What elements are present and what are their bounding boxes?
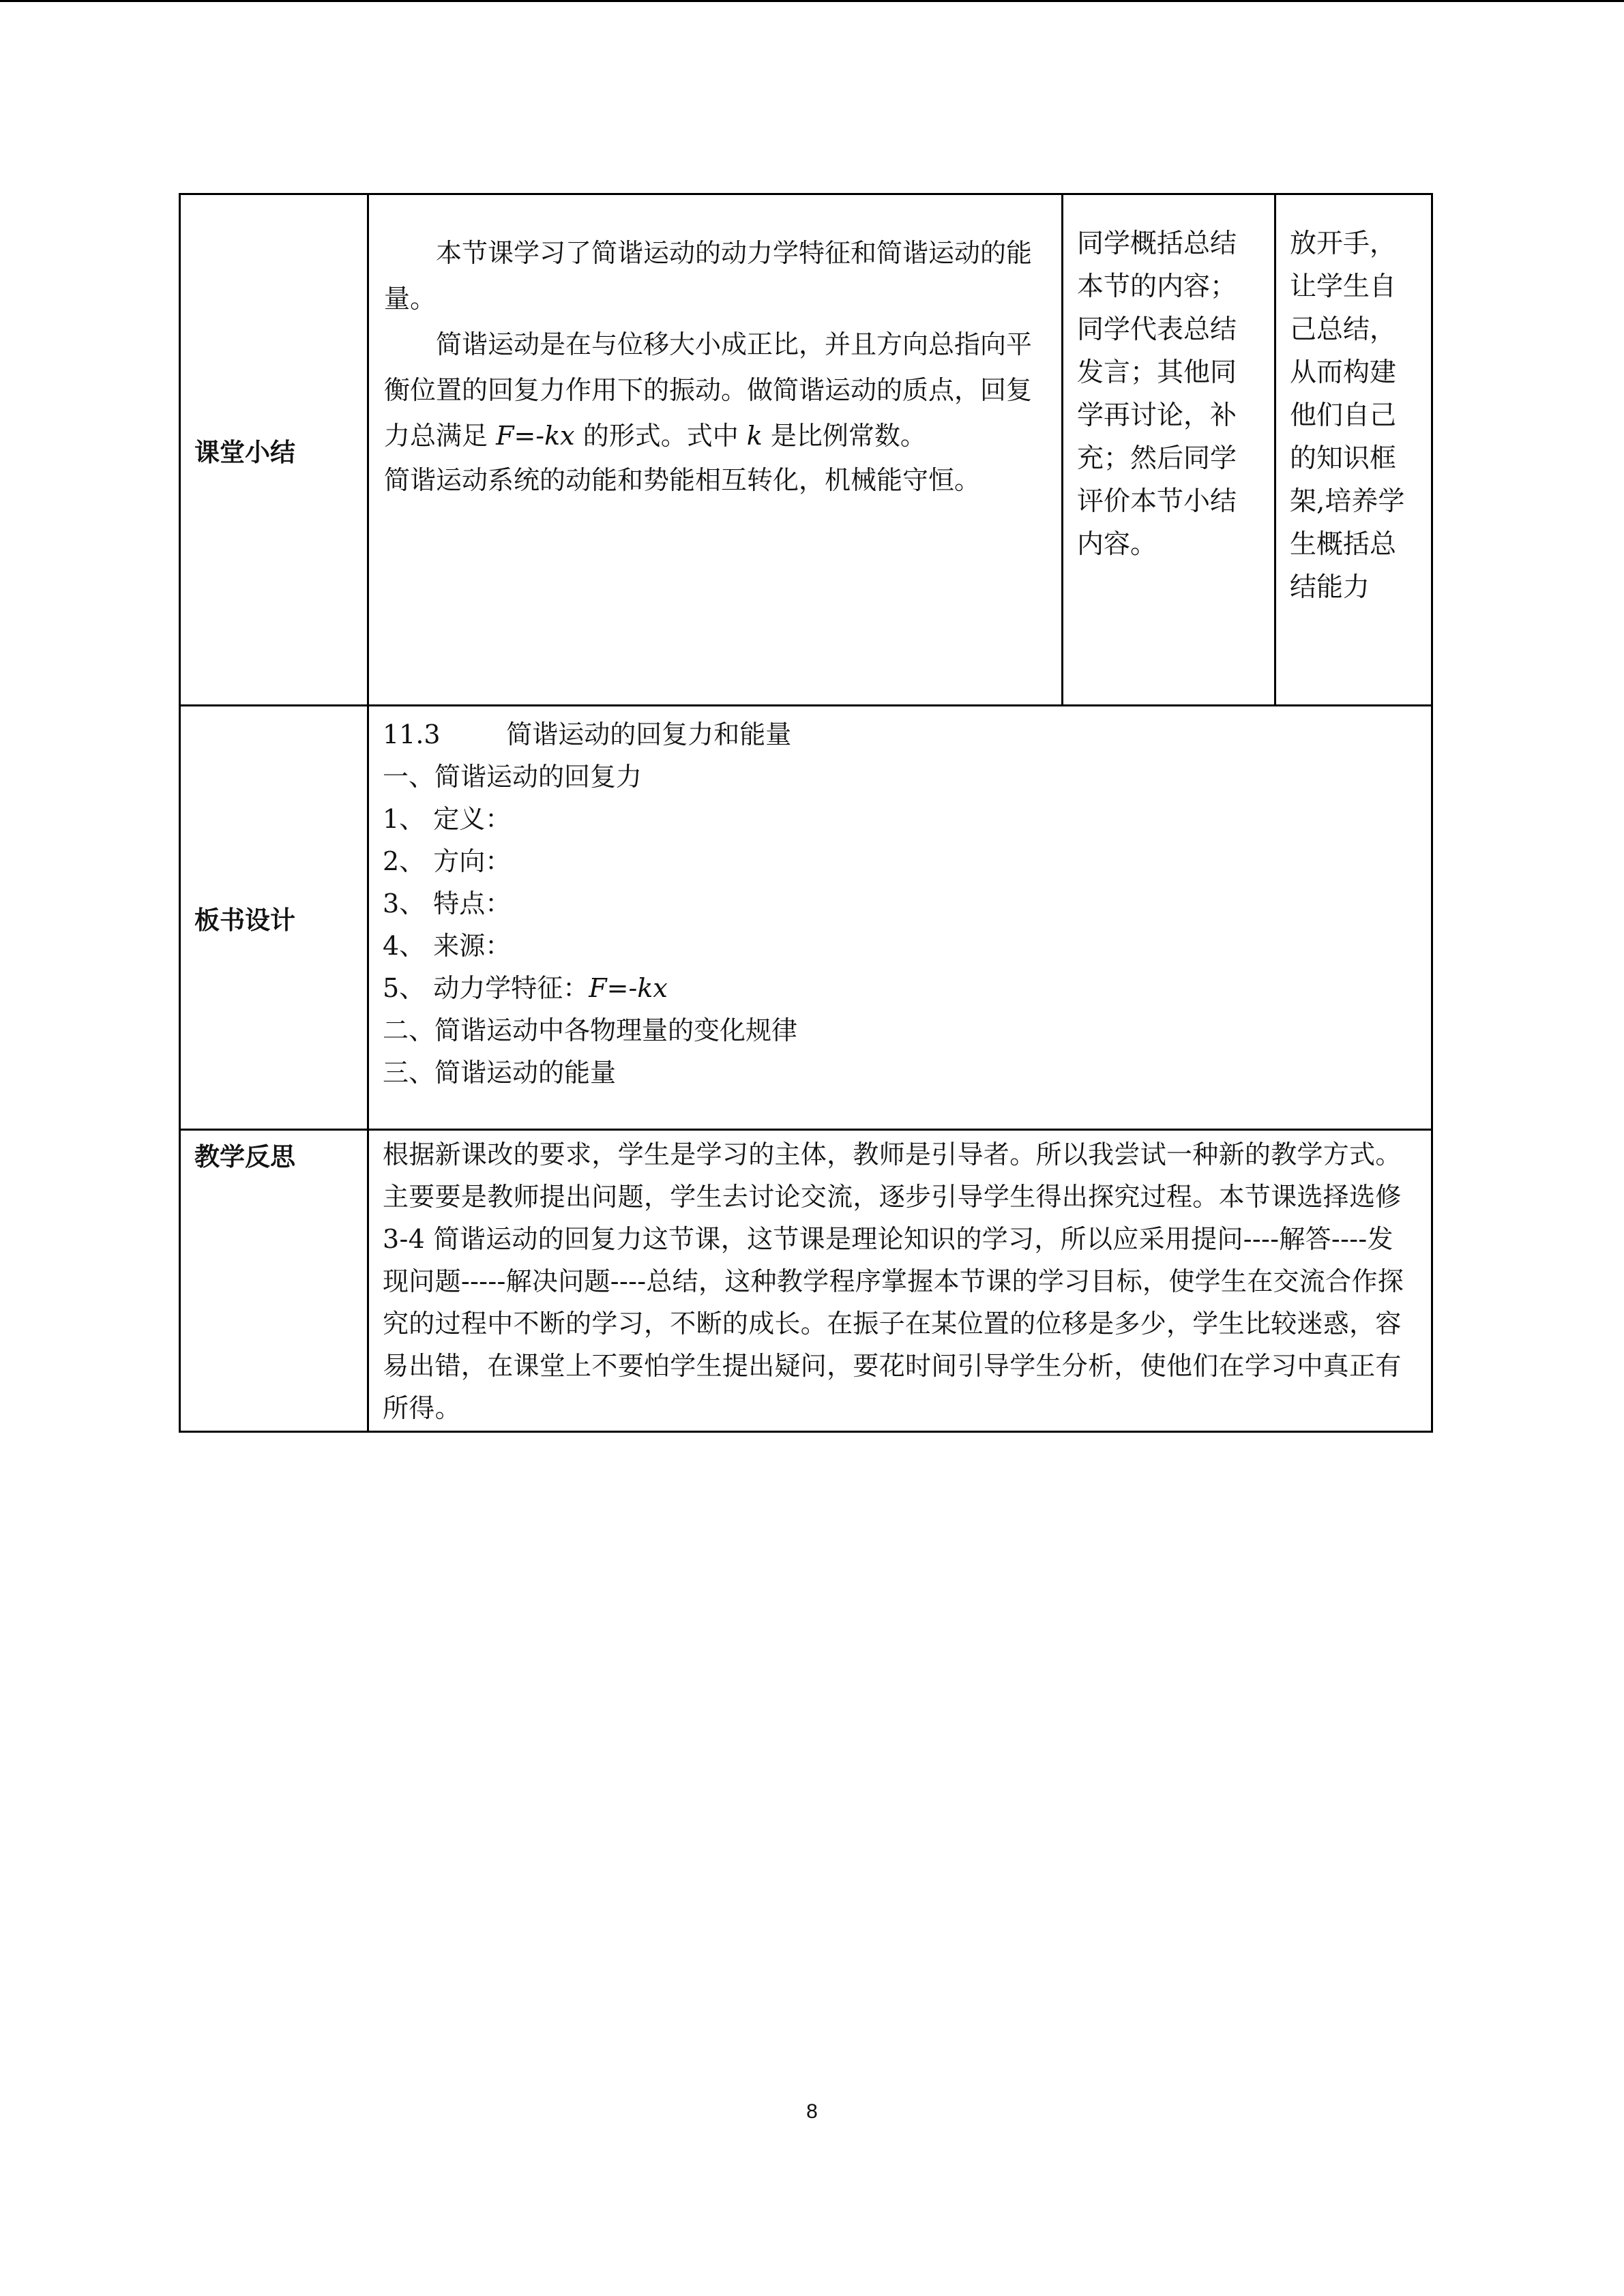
student-activity: 同学概括总结本节的内容；同学代表总结发言；其他同学再讨论，补充；然后同学评价本节小结内容。 (1063, 194, 1275, 706)
board-row (180, 706, 1432, 1130)
summary-paragraph-3: 简谐运动系统的动能和势能相互转化，机械能守恒。 (384, 465, 981, 495)
reflection-label: 教学反思 (180, 1130, 368, 1432)
board-line: 3、 特点： (383, 889, 512, 919)
summary-content (368, 194, 1063, 706)
board-line: 5、 动力学特征：F=-kx (383, 973, 668, 1003)
reflection-row (180, 1130, 1432, 1432)
lesson-plan-table (179, 193, 1433, 1433)
summary-paragraph-1: 本节课学习了简谐运动的动力学特征和简谐运动的能量。 (384, 238, 1033, 314)
board-line: 1、 定义： (383, 804, 512, 834)
summary-row (180, 194, 1432, 706)
summary-formula: F=-kx (496, 421, 575, 451)
summary-paragraph-2: 简谐运动是在与位移大小成正比，并且方向总指向平衡位置的回复力作用下的振动。做简谐运动的质点，回复力总满足 F=-kx 的形式。式中 k 是比例常数。 (384, 329, 1033, 451)
board-line: 二、简谐运动中各物理量的变化规律 (383, 1015, 798, 1045)
summary-k: k (746, 421, 763, 451)
reflection-content: 根据新课改的要求，学生是学习的主体，教师是引导者。所以我尝试一种新的教学方式。主要要是教师提出问题，学生去讨论交流，逐步引导学生得出探究过程。本节课选择选修 3-4 简谐运动的回复力这节课，这节课是理论知识的学习，所以应采用提问----解答----发现问题-----解决问题----总结，这种教学程序掌握本节课的学习目标，使学生在交流合作探究的过程中不断的学习，不断的成长。在振子在某位置的位移是多少，学生比较迷惑，容易出错，在课堂上不要怕学生提出疑问，要花时间引导学生分析，使他们在学习中真正有所得。 (368, 1130, 1432, 1432)
top-border-line (0, 0, 1624, 2)
board-label: 板书设计 (180, 706, 368, 1130)
board-content (368, 706, 1432, 1130)
board-line: 2、 方向： (383, 846, 512, 876)
summary-label: 课堂小结 (180, 194, 368, 706)
board-formula: F=-kx (589, 973, 668, 1003)
page-number: 8 (806, 2100, 818, 2123)
board-line: 三、简谐运动的能量 (383, 1058, 617, 1088)
design-intent: 放开手，让学生自己总结，从而构建他们自己的知识框架,培养学生概括总结能力 (1275, 194, 1432, 706)
board-line: 4、 来源： (383, 931, 512, 961)
board-line: 一、简谐运动的回复力 (383, 762, 643, 792)
board-title: 11.3 简谐运动的回复力和能量 (383, 719, 792, 749)
